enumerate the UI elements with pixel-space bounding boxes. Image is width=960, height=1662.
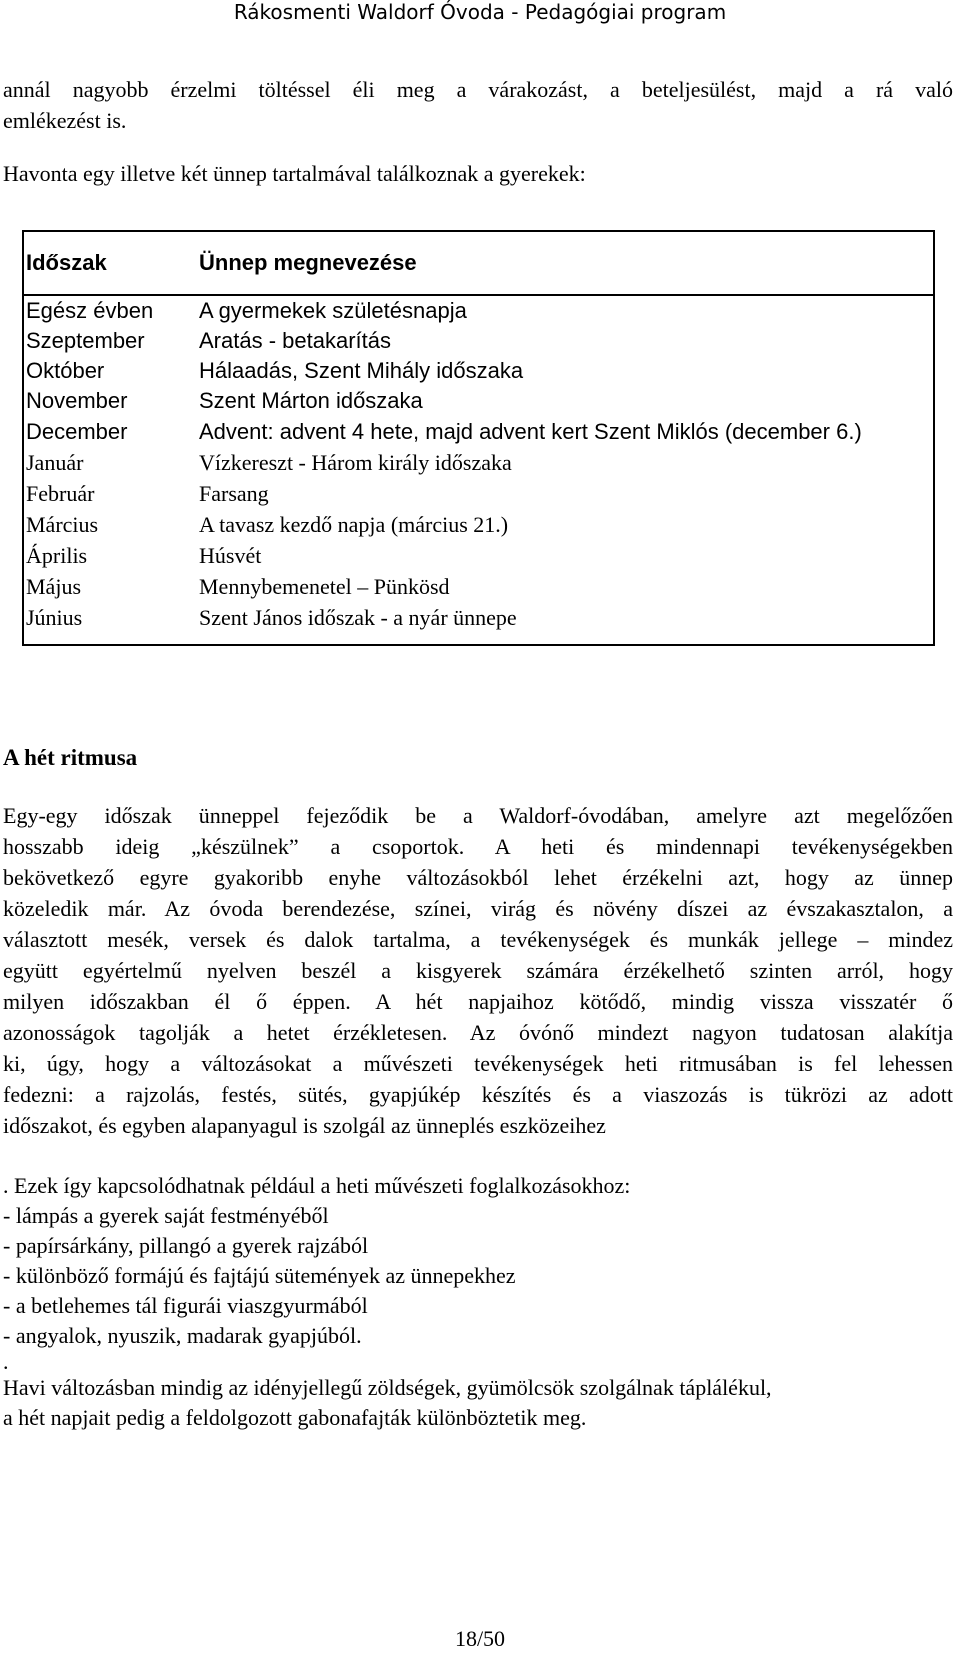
section-paragraph <box>3 800 953 1141</box>
table-cell-period: November <box>26 388 128 413</box>
intro-paragraph <box>3 74 953 136</box>
table-cell-period: Egész évben <box>26 298 154 323</box>
table-cell-holiday: Szent János időszak - a nyár ünnepe <box>199 605 517 630</box>
intro-line-2: emlékezést is. <box>3 108 127 133</box>
table-cell-holiday: Vízkereszt - Három király időszaka <box>199 450 512 475</box>
section-line: azonosságok tagolják a hetet érzékletesen. Az óvónő mindezt nagyon tudatosan alakítja <box>3 1020 953 1045</box>
section-line: bekövetkező egyre gyakoribb enyhe változásokból lehet érzékelni azt, hogy az ünnep <box>3 865 953 890</box>
table-header-period: Időszak <box>26 250 107 275</box>
table-cell-holiday: Mennybemenetel – Pünkösd <box>199 574 450 599</box>
page-number: 18/50 <box>454 1626 506 1651</box>
intro-lead <box>3 158 953 189</box>
list-lead: . Ezek így kapcsolódhatnak például a heti művészeti foglalkozásokhoz: <box>3 1173 631 1198</box>
table-cell-holiday: Advent: advent 4 hete, majd advent kert Szent Miklós (december 6.) <box>199 419 862 444</box>
table-cell-period: Június <box>26 605 83 630</box>
section-line: ki, úgy, hogy a változásokat a művészeti tevékenységek heti ritmusában is fel lehessen <box>3 1051 953 1076</box>
section-line: közeledik már. Az óvoda berendezése, színei, virág és növény díszei az évszakasztalon, a <box>3 896 953 921</box>
closing-line-1: Havi változásban mindig az idényjellegű zöldségek, gyümölcsök szolgálnak táplálékul, <box>3 1375 772 1400</box>
list-item: - lámpás a gyerek saját festményéből <box>3 1203 329 1228</box>
section-line: fedezni: a rajzolás, festés, sütés, gyapjúkép készítés és a viaszozás is tükrözi az adott <box>3 1082 953 1107</box>
list-item: - angyalok, nyuszik, madarak gyapjúból. <box>3 1323 362 1348</box>
list-dot: . <box>3 1349 9 1374</box>
table-cell-holiday: Aratás - betakarítás <box>199 328 391 353</box>
section-line: együtt egyértelmű nyelven beszél a kisgyerek számára érzékelhető szinten arról, hogy <box>3 958 953 983</box>
section-line: választott mesék, versek és dalok tartalma, a tevékenységek és munkák jellege – mindez <box>3 927 953 952</box>
table-cell-holiday: Farsang <box>199 481 269 506</box>
section-heading: A hét ritmusa <box>3 745 138 770</box>
table-cell-period: Március <box>26 512 99 537</box>
intro-line-1: annál nagyobb érzelmi töltéssel éli meg a várakozást, a beteljesülést, majd a rá való <box>3 77 953 102</box>
page-header <box>0 0 960 24</box>
list-item: - a betlehemes tál figurái viaszgyurmából <box>3 1293 368 1318</box>
table-cell-holiday: Hálaadás, Szent Mihály időszaka <box>199 358 524 383</box>
list-item: - papírsárkány, pillangó a gyerek rajzából <box>3 1233 369 1258</box>
table-cell-period: December <box>26 419 128 444</box>
table-cell-period: Október <box>26 358 105 383</box>
table-cell-holiday: A gyermekek születésnapja <box>199 298 467 323</box>
table-cell-period: Január <box>26 450 84 475</box>
table-cell-period: Szeptember <box>26 328 145 353</box>
table-cell-period: Április <box>26 543 88 568</box>
table-cell-holiday: Húsvét <box>199 543 262 568</box>
section-last-line: időszakot, és egyben alapanyagul is szolgál az ünneplés eszközeihez <box>3 1113 606 1138</box>
table-cell-holiday: Szent Márton időszaka <box>199 388 423 413</box>
holiday-table <box>22 230 935 646</box>
section-line: Egy-egy időszak ünneppel fejeződik be a Waldorf-óvodában, amelyre azt megelőzően <box>3 803 953 828</box>
header-title: Rákosmenti Waldorf Óvoda - Pedagógiai program <box>233 0 727 24</box>
table-header-holiday: Ünnep megnevezése <box>199 250 417 275</box>
table-header-divider <box>24 294 933 296</box>
intro-lead-text: Havonta egy illetve két ünnep tartalmával találkoznak a gyerekek: <box>3 161 586 186</box>
table-cell-holiday: A tavasz kezdő napja (március 21.) <box>199 512 509 537</box>
section-line: hosszabb ideig „készülnek” a csoportok. A heti és mindennapi tevékenységekben <box>3 834 953 859</box>
list-item: - különböző formájú és fajtájú sütemények az ünnepekhez <box>3 1263 516 1288</box>
table-cell-period: Május <box>26 574 81 599</box>
section-line: milyen időszakban él ő éppen. A hét napjaihoz kötődő, mindig vissza visszatér ő <box>3 989 953 1014</box>
table-cell-period: Február <box>26 481 95 506</box>
closing-line-2: a hét napjait pedig a feldolgozott gabonafajták különböztetik meg. <box>3 1405 587 1430</box>
activity-list <box>3 1171 953 1433</box>
